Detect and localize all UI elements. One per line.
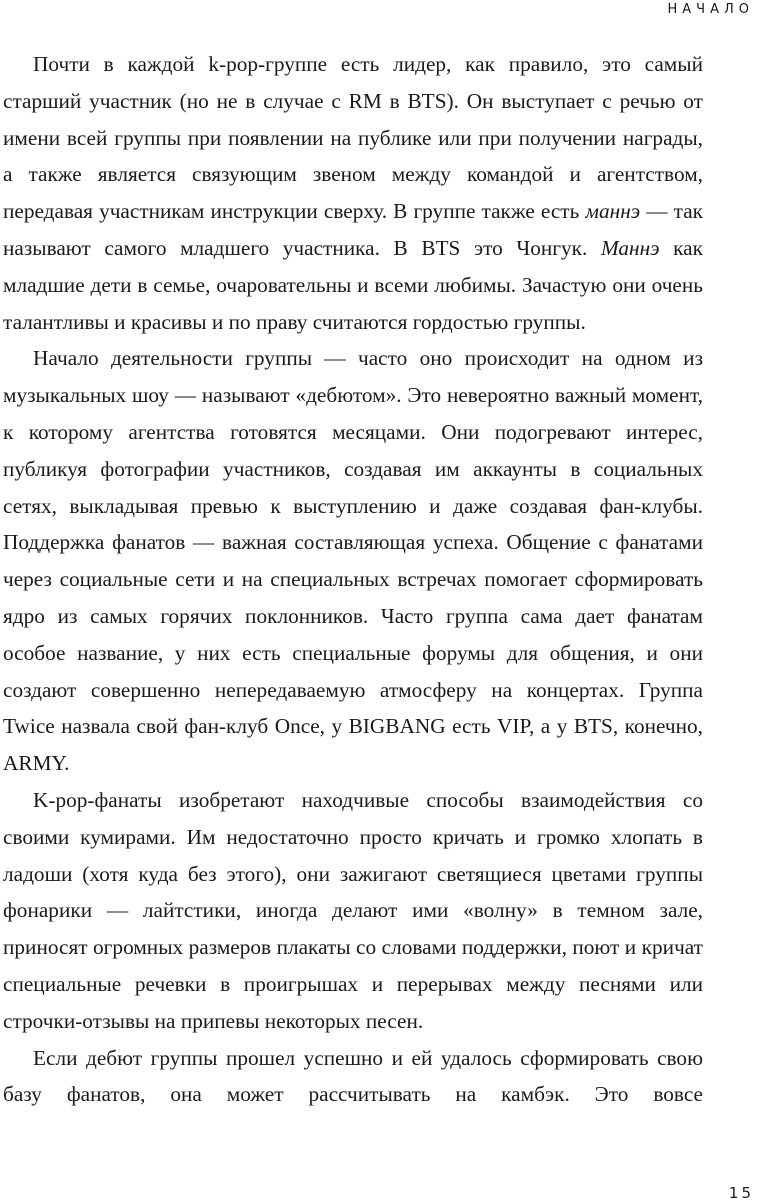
text-segment: Если дебют группы прошел успешно и ей удалось сформировать свою базу фанатов, она может рассчитывать на камбэк. Это вовсе: [3, 1045, 703, 1107]
paragraph-comeback: [3, 1040, 703, 1114]
running-head: НАЧАЛО: [667, 2, 754, 17]
text-segment: K-pop-фанаты изобретают находчивые способы взаимодействия со своими кумирами. Им недостаточно просто кричать и громко хлопать в ладоши (хотя куда без этого), они зажигают светящиеся цветами группы фонарики — лайтстики, иногда делают ими «волну» в темном зале, приносят огромных размеров плакаты со словами поддержки, поют и кричат специальные речевки в проигрышах и перерывах между песнями или строчки-отзывы на припевы некоторых песен.: [3, 787, 703, 1033]
page-number: 15: [728, 1184, 754, 1202]
text-segment: Почти в каждой k-pop-группе есть лидер, как правило, это самый старший участник (но не в случае с RM в BTS). Он выступает с речью от имени всей группы при появлении на публике или при получении награды, а также является связующим звеном между командой и агентством, передавая участникам инструкции сверху. В группе также есть: [3, 52, 703, 224]
term-italic: Маннэ: [600, 235, 660, 260]
paragraph-debut: [3, 340, 703, 782]
text-segment: как младшие дети в семье, очаровательны и всеми любимы. Зачастую они очень талантливы и красивы и по праву считаются гордостью группы.: [3, 235, 703, 334]
text-segment: — так называют самого младшего участника. В BTS это Чонгук.: [3, 199, 703, 260]
paragraph-fans: [3, 782, 703, 1040]
term-italic: маннэ: [585, 199, 641, 224]
text-segment: Начало деятельности группы — часто оно происходит на одном из музыкальных шоу — называют «дебютом». Это невероятно важный момент, к которому агентства готовятся месяцами. Они подогревают интерес, публикуя фотографии участников, создавая им аккаунты в социальных сетях, выкладывая превью к выступлению и даже создавая фан-клубы. Поддержка фанатов — важная составляющая успеха. Общение с фанатами через социальные сети и на специальных встречах помогает сформировать ядро из самых горячих поклонников. Часто группа сама дает фанатам особое название, у них есть специальные форумы для общения, и они создают совершенно непередаваемую атмосферу на концертах. Группа Twice назвала свой фан-клуб Once, у BIGBANG есть VIP, а у BTS, конечно, ARMY.: [3, 346, 703, 776]
paragraph-leader: [3, 46, 703, 340]
body-text: [3, 46, 703, 1113]
